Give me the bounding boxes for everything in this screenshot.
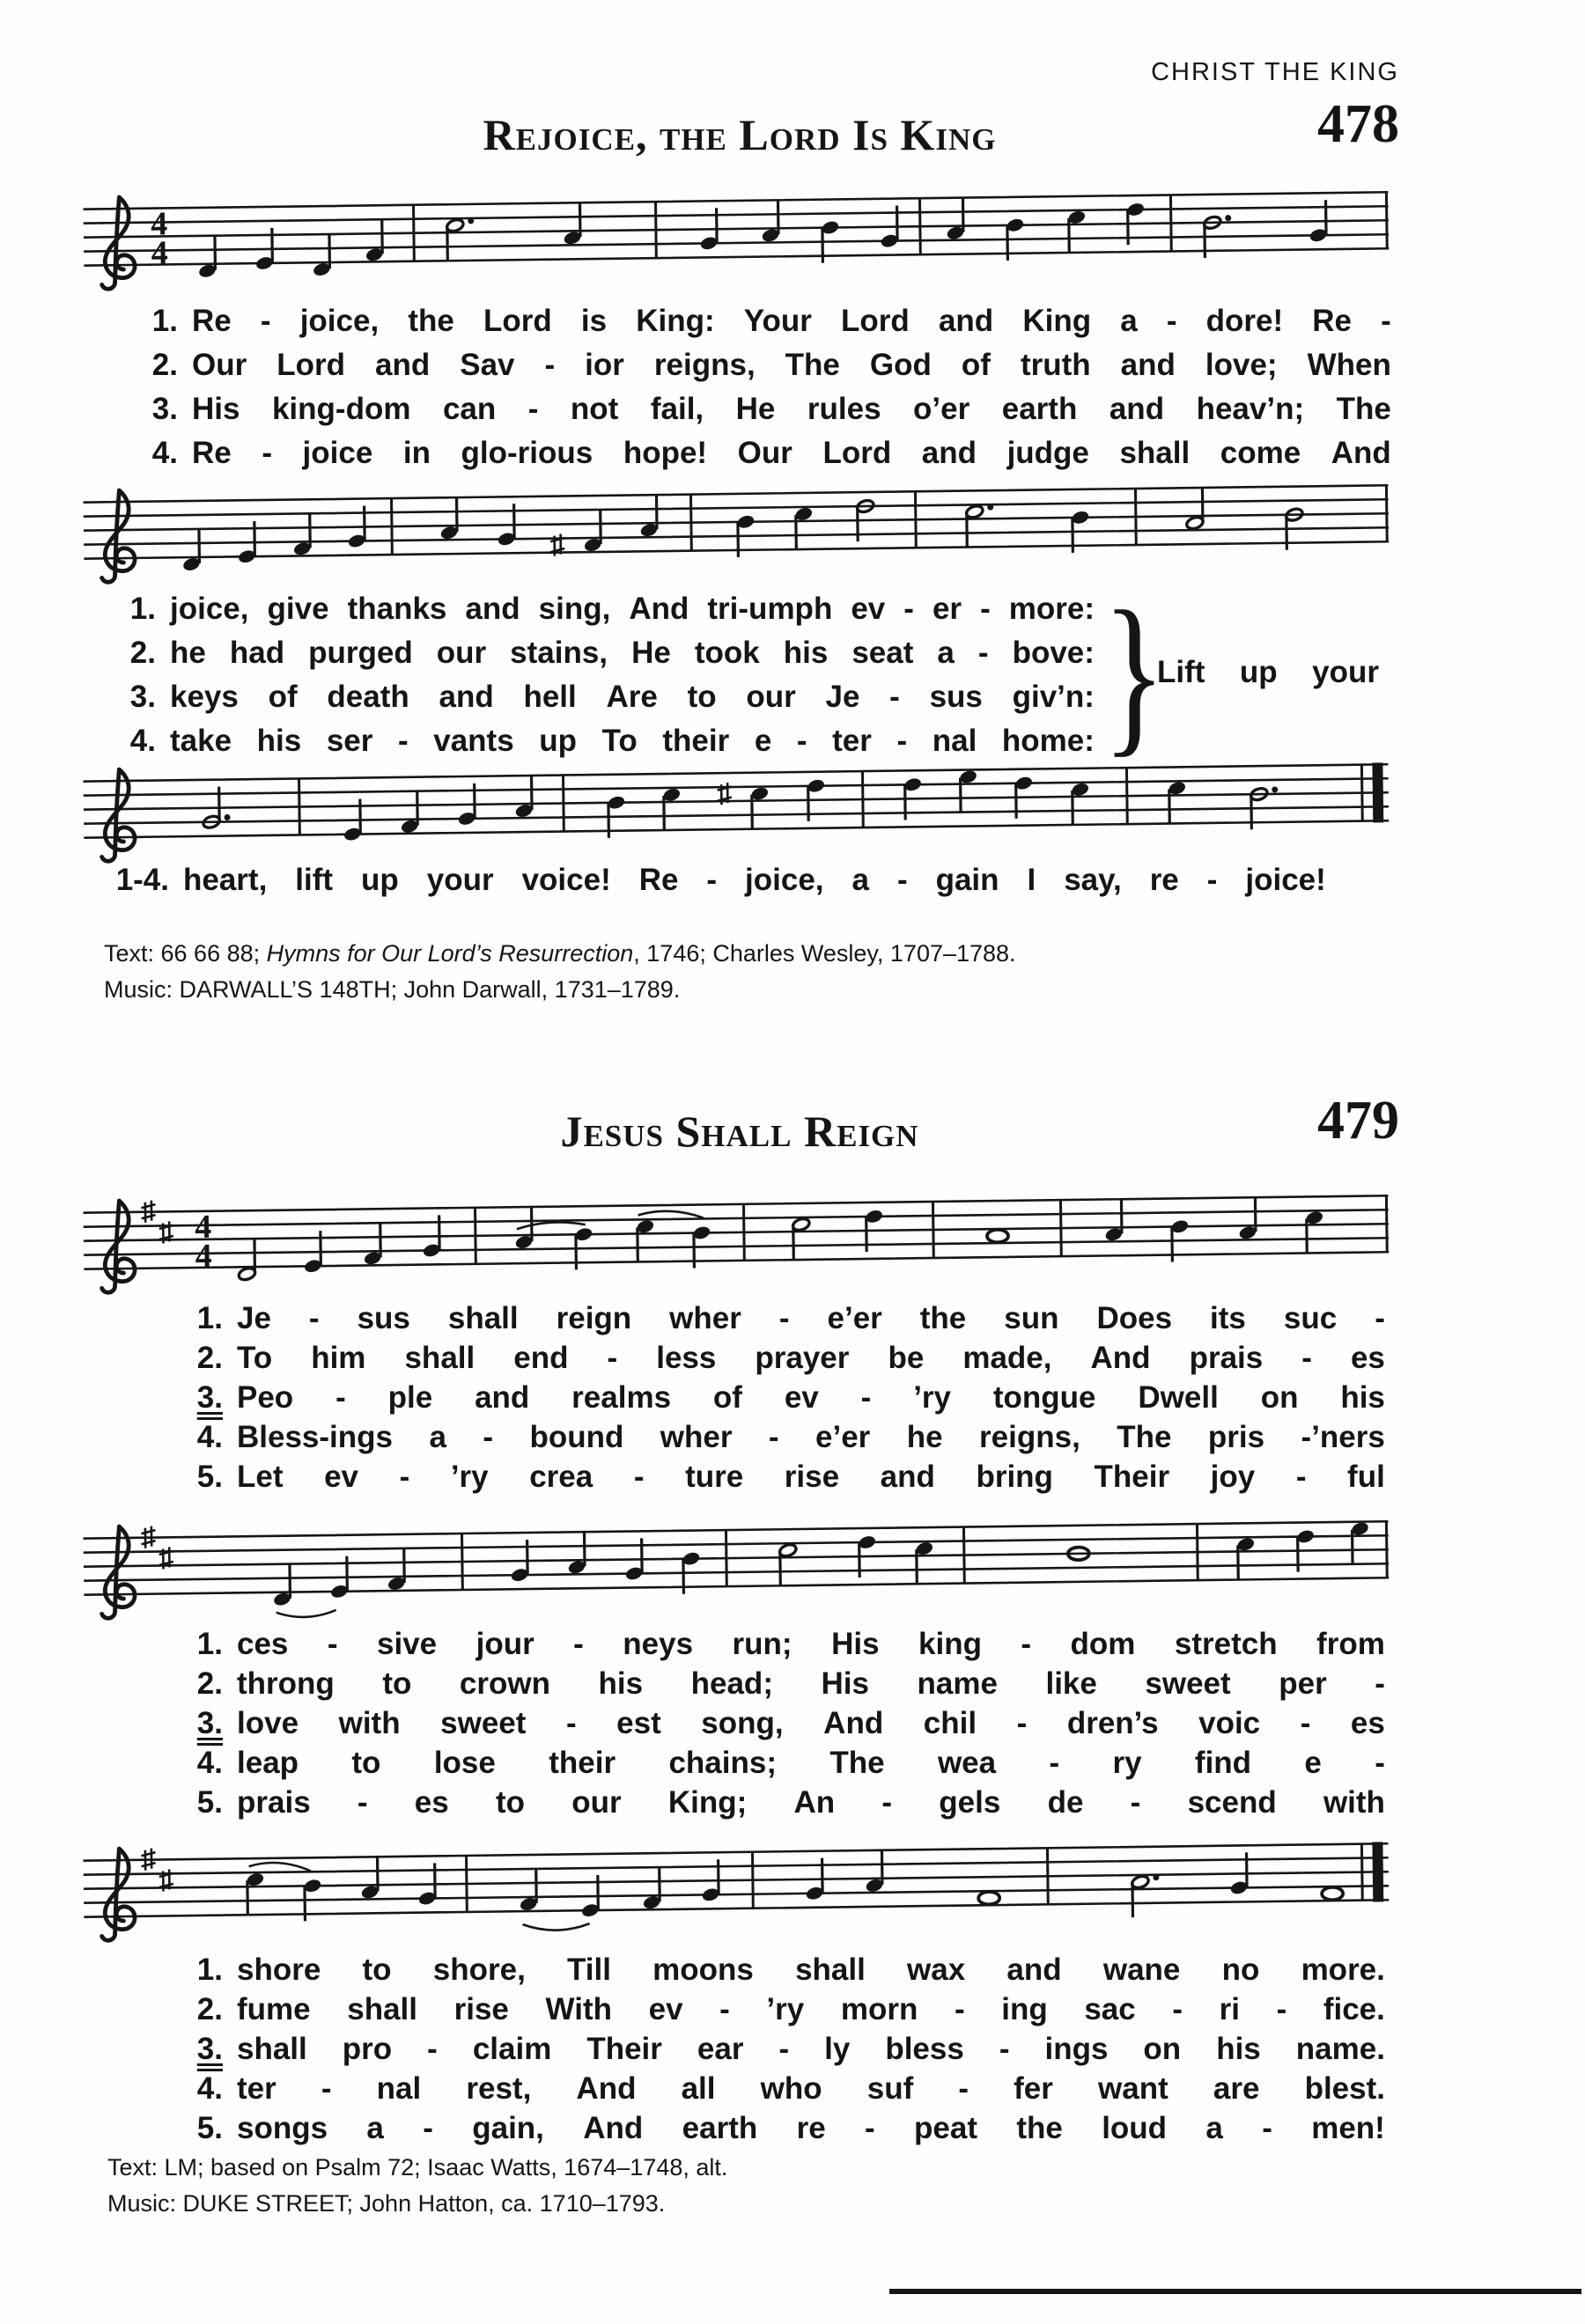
hymn-478-number: 478 bbox=[1317, 94, 1399, 154]
verse-number: 3. bbox=[151, 392, 178, 426]
text-credit: Text: LM; based on Psalm 72; Isaac Watts, 1674–1748, alt. bbox=[107, 2154, 728, 2181]
lyric-words: Re - joice, the Lord is King: Your Lord and King a - dore! Re - bbox=[192, 304, 1391, 338]
brace-icon: } bbox=[1102, 575, 1166, 773]
treble-clef-icon bbox=[100, 1201, 135, 1292]
text-credit: Text: 66 66 88; Hymns for Our Lord’s Resurrection, 1746; Charles Wesley, 1707–1788. bbox=[104, 940, 1016, 967]
lyric-words: shall pro - claim Their ear - ly bless - ings on his name. bbox=[237, 2032, 1385, 2066]
verse-number: 4. bbox=[196, 2071, 223, 2106]
lyric-line bbox=[132, 348, 1391, 392]
hymn-478-stanza-1 bbox=[132, 304, 1391, 480]
music-credit: Music: DUKE STREET; John Hatton, ca. 1710–1793. bbox=[107, 2190, 666, 2217]
notes bbox=[271, 1520, 1370, 1617]
verse-number: 2. bbox=[151, 348, 178, 382]
lyric-words: joice, give thanks and sing, And tri-umph ev - er - more: bbox=[170, 592, 1095, 626]
lyric-words: Peo - ple and realms of ev - ’ry tongue Dwell on his bbox=[237, 1380, 1385, 1415]
lyric-words: ter - nal rest, And all who suf - fer want are blest. bbox=[237, 2071, 1385, 2106]
lyric-line bbox=[102, 863, 1326, 907]
lyric-words: leap to lose their chains; The wea - ry find e - bbox=[237, 1746, 1385, 1780]
staff-lines bbox=[84, 485, 1390, 558]
verse-number: 2. bbox=[129, 636, 156, 670]
verse-number: 5. bbox=[196, 2111, 223, 2145]
slur bbox=[517, 1222, 586, 1229]
lyric-words: love with sweet - est song, And chil - dren’s voic - es bbox=[237, 1706, 1385, 1740]
verse-number: 4. bbox=[129, 724, 156, 758]
verse-number: 3. bbox=[129, 680, 156, 714]
lyric-line bbox=[181, 1706, 1385, 1746]
staff-lines bbox=[84, 1195, 1390, 1269]
lyric-line bbox=[181, 1301, 1385, 1341]
verse-number: 5. bbox=[196, 1785, 223, 1820]
treble-clef-icon bbox=[100, 769, 135, 861]
lyric-words: he had purged our stains, He took his seat a - bove: bbox=[170, 636, 1095, 670]
lyric-words: throng to crown his head; His name like sweet per - bbox=[237, 1666, 1385, 1701]
hymn-478-stanza-3 bbox=[102, 863, 1326, 907]
verse-number: 4. bbox=[196, 1420, 223, 1454]
hymn-479-stanza-1 bbox=[181, 1301, 1385, 1499]
verse-number: 4. bbox=[196, 1746, 223, 1780]
verse-number: 3. bbox=[196, 1380, 223, 1415]
staff-lines bbox=[84, 764, 1390, 837]
lyric-words: Je - sus shall reign wher - e’er the sun Does its suc - bbox=[237, 1301, 1385, 1335]
music-staff-479-2 bbox=[74, 1499, 1397, 1633]
verse-number: 4. bbox=[151, 436, 178, 470]
final-barline bbox=[1372, 762, 1383, 822]
lyric-words: songs a - gain, And earth re - peat the loud a - men! bbox=[237, 2111, 1385, 2145]
music-staff-479-3 bbox=[74, 1821, 1397, 1955]
music-credit: Music: DARWALL’S 148TH; John Darwall, 1731–1789. bbox=[104, 976, 681, 1003]
lyric-line bbox=[110, 680, 1095, 724]
slur bbox=[276, 1610, 336, 1617]
time-signature-top: 4 bbox=[151, 205, 168, 243]
category-header: CHRIST THE KING bbox=[1151, 58, 1399, 86]
staff-lines bbox=[84, 1843, 1390, 1916]
slur bbox=[638, 1210, 704, 1218]
hymn-479-credits bbox=[107, 2150, 727, 2222]
hymn-479-number: 479 bbox=[1317, 1091, 1399, 1151]
verse-number: 1. bbox=[151, 304, 178, 338]
verse-number: 2. bbox=[196, 1992, 223, 2026]
lyric-line bbox=[110, 636, 1095, 680]
lyric-line bbox=[132, 304, 1391, 348]
music-staff-478-3 bbox=[74, 742, 1397, 876]
verse-number: 5. bbox=[196, 1460, 223, 1494]
lyric-line bbox=[181, 1746, 1385, 1785]
verse-number: 1-4. bbox=[115, 863, 169, 897]
lyric-words: His king-dom can - not fail, He rules o’er earth and heav’n; The bbox=[192, 392, 1391, 426]
lyric-line bbox=[110, 592, 1095, 636]
lyric-words: Let ev - ’ry crea - ture rise and bring Their joy - ful bbox=[237, 1460, 1385, 1494]
final-barline bbox=[1372, 1842, 1383, 1901]
lyric-words: shore to shore, Till moons shall wax and wane no more. bbox=[237, 1953, 1385, 1987]
treble-clef-icon bbox=[100, 1526, 135, 1618]
music-staff-478-1 bbox=[74, 170, 1397, 304]
lyric-line bbox=[181, 1420, 1385, 1460]
verse-number: 2. bbox=[196, 1666, 223, 1701]
music-staff-478-2 bbox=[74, 463, 1397, 597]
hymn-479-stanza-3 bbox=[181, 1953, 1385, 2151]
hymn-479-title: Jesus Shall Reign bbox=[560, 1107, 919, 1156]
lyric-line bbox=[181, 1341, 1385, 1380]
treble-clef-icon bbox=[100, 197, 135, 289]
lyric-line bbox=[181, 2032, 1385, 2071]
lyric-line bbox=[181, 1785, 1385, 1825]
time-signature-top: 4 bbox=[194, 1208, 212, 1246]
lyric-words: fume shall rise With ev - ’ry morn - ing sac - ri - fice. bbox=[237, 1992, 1385, 2026]
page-bottom-rule bbox=[889, 2289, 1581, 2294]
verse-number: 1. bbox=[196, 1627, 223, 1661]
verse-number: 3. bbox=[196, 2032, 223, 2066]
refrain-cue: Lift up your bbox=[1157, 655, 1379, 689]
hymn-478-credits bbox=[104, 936, 1016, 1008]
staff-lines bbox=[84, 1521, 1390, 1594]
hymn-478-stanza-2 bbox=[110, 592, 1095, 768]
music-staff-479-1 bbox=[74, 1173, 1397, 1307]
lyric-line bbox=[181, 2071, 1385, 2111]
lyric-words: Bless-ings a - bound wher - e’er he reigns, The pris -’ners bbox=[237, 1420, 1385, 1454]
time-signature-bottom: 4 bbox=[195, 1237, 212, 1275]
lyric-words: keys of death and hell Are to our Je - sus giv’n: bbox=[170, 680, 1095, 714]
slur bbox=[523, 1923, 590, 1931]
treble-clef-icon bbox=[100, 490, 135, 582]
hymn-478-title: Rejoice, the Lord Is King bbox=[483, 110, 997, 159]
lyric-words: To him shall end - less prayer be made, And prais - es bbox=[237, 1341, 1385, 1375]
lyric-line bbox=[181, 1666, 1385, 1706]
verse-number: 1. bbox=[196, 1301, 223, 1335]
verse-number: 1. bbox=[129, 592, 156, 626]
lyric-line bbox=[181, 2111, 1385, 2151]
lyric-words: ces - sive jour - neys run; His king - dom stretch from bbox=[237, 1627, 1385, 1661]
lyric-line bbox=[181, 1627, 1385, 1666]
lyric-words: Our Lord and Sav - ior reigns, The God of truth and love; When bbox=[192, 348, 1391, 382]
lyric-line bbox=[132, 392, 1391, 436]
slur bbox=[249, 1862, 311, 1872]
lyric-words: Re - joice in glo-rious hope! Our Lord and judge shall come And bbox=[192, 436, 1391, 470]
treble-clef-icon bbox=[100, 1849, 135, 1940]
lyric-line bbox=[181, 1380, 1385, 1420]
lyric-line bbox=[181, 1460, 1385, 1499]
verse-number: 1. bbox=[196, 1953, 223, 1987]
lyric-line bbox=[181, 1953, 1385, 1992]
lyric-words: heart, lift up your voice! Re - joice, a - gain I say, re - joice! bbox=[183, 863, 1326, 897]
staff-lines bbox=[84, 192, 1390, 265]
verse-number: 3. bbox=[196, 1706, 223, 1740]
lyric-line bbox=[181, 1992, 1385, 2032]
time-signature-bottom: 4 bbox=[151, 234, 168, 272]
verse-number: 2. bbox=[196, 1341, 223, 1375]
lyric-words: take his ser - vants up To their e - ter - nal home: bbox=[170, 724, 1095, 758]
lyric-words: prais - es to our King; An - gels de - scend with bbox=[237, 1785, 1385, 1820]
hymn-479-stanza-2 bbox=[181, 1627, 1385, 1825]
